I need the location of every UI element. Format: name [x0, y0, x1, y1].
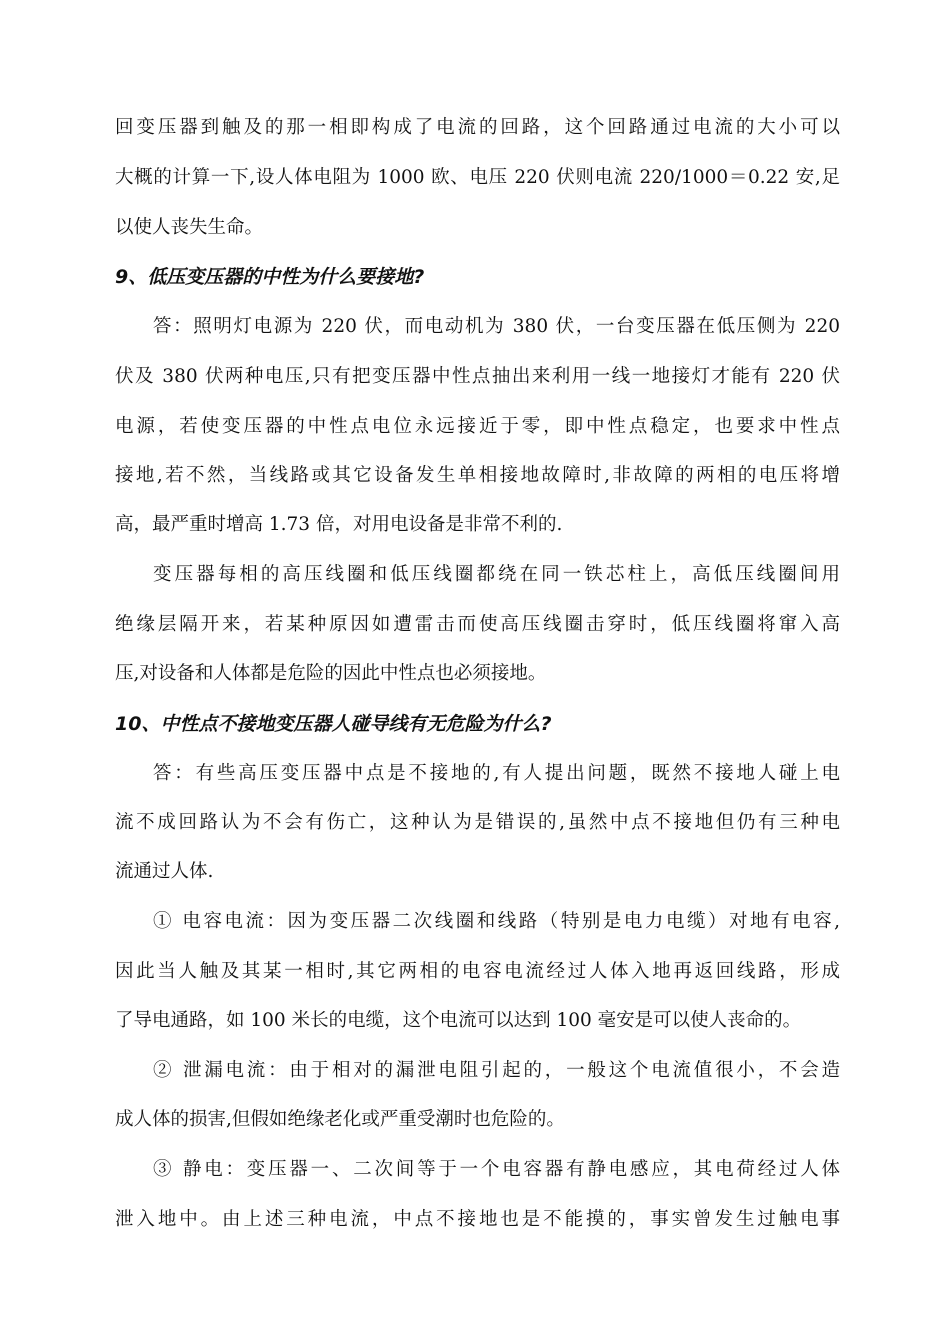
paragraph-line: ③ 静电：变压器一、二次间等于一个电容器有静电感应，其电荷经过人体 [153, 1159, 840, 1180]
paragraph-line: 泄入地中。由上述三种电流，中点不接地也是不能摸的，事实曾发生过触电事 [115, 1209, 840, 1230]
paragraph-line: 高，最严重时增高 1.73 倍，对用电设备是非常不利的. [115, 514, 563, 535]
section-heading: 10、中性点不接地变压器人碰导线有无危险为什么? [115, 713, 552, 735]
paragraph-line: 绝缘层隔开来，若某种原因如遭雷击而使高压线圈击穿时，低压线圈将窜入高 [115, 614, 840, 635]
paragraph-line: 回变压器到触及的那一相即构成了电流的回路，这个回路通过电流的大小可以 [115, 117, 840, 138]
paragraph-line: 答：照明灯电源为 220 伏，而电动机为 380 伏，一台变压器在低压侧为 220 [153, 316, 840, 337]
section-heading: 9、低压变压器的中性为什么要接地? [115, 266, 425, 288]
paragraph-line: 流通过人体. [115, 861, 214, 882]
paragraph-line: 了导电通路，如 100 米长的电缆，这个电流可以达到 100 毫安是可以使人丧命的。 [115, 1010, 802, 1031]
paragraph-line: 变压器每相的高压线圈和低压线圈都绕在同一铁芯柱上，高低压线圈间用 [153, 564, 840, 585]
paragraph-line: 电源，若使变压器的中性点电位永远接近于零，即中性点稳定，也要求中性点 [115, 416, 840, 437]
paragraph-line: 压,对设备和人体都是危险的因此中性点也必须接地。 [115, 663, 547, 684]
paragraph-line: 答：有些高压变压器中点是不接地的,有人提出问题，既然不接地人碰上电 [153, 763, 840, 784]
paragraph-line: ① 电容电流：因为变压器二次线圈和线路（特别是电力电缆）对地有电容, [153, 911, 840, 932]
paragraph-line: 接地,若不然，当线路或其它设备发生单相接地故障时,非故障的两相的电压将增 [115, 465, 840, 486]
paragraph-line: 伏及 380 伏两种电压,只有把变压器中性点抽出来利用一线一地接灯才能有 220 伏 [115, 366, 840, 387]
paragraph-line: 大概的计算一下,设人体电阻为 1000 欧、电压 220 伏则电流 220/1000＝0.22 安,足 [115, 167, 840, 188]
paragraph-line: 成人体的损害,但假如绝缘老化或严重受潮时也危险的。 [115, 1109, 565, 1130]
paragraph-line: ② 泄漏电流：由于相对的漏泄电阻引起的，一般这个电流值很小，不会造 [153, 1060, 840, 1081]
paragraph-line: 以使人丧失生命。 [115, 217, 264, 238]
paragraph-line: 因此当人触及其某一相时,其它两相的电容电流经过人体入地再返回线路，形成 [115, 961, 840, 982]
paragraph-line: 流不成回路认为不会有伤亡，这种认为是错误的,虽然中点不接地但仍有三种电 [115, 812, 840, 833]
